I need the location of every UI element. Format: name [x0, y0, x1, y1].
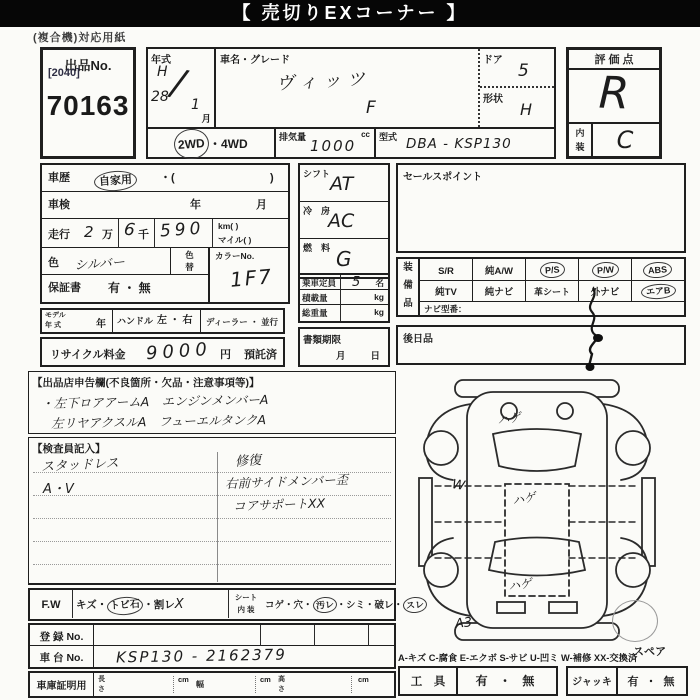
diagram-roof-mark: ハゲ: [510, 489, 538, 509]
equipment-aw: 純A/W: [485, 266, 513, 277]
seat-opt-yogore-circled: 汚レ: [312, 596, 337, 614]
vehicle-box: [146, 47, 556, 159]
shift-box: [298, 163, 390, 279]
shaken-label: 車検: [48, 199, 70, 211]
fw-options-cell: [76, 590, 228, 618]
equipment-airbag-circled: エアB: [640, 283, 675, 300]
shape-label: 形状: [483, 94, 503, 105]
sales-point-label: セールスポイント: [403, 172, 483, 183]
color-no-label: カラーNo.: [215, 251, 255, 261]
fw-opt-tobiishi-circled: トビ石: [107, 596, 144, 616]
seat-opt-1: コゲ・穴・: [265, 600, 313, 611]
equipment-abs-circled: ABS: [643, 261, 673, 279]
capacity-box: [298, 273, 390, 323]
shaken-month: 月: [256, 199, 267, 211]
rating-box: [566, 47, 662, 159]
registration-divider-1: [260, 625, 261, 646]
docs-day: 日: [370, 351, 380, 362]
year-era: H: [157, 64, 168, 80]
tools-label-cell: [400, 668, 458, 694]
paper-note: (複合機)対応用紙: [33, 32, 127, 44]
recycle-value: 9000: [145, 338, 213, 365]
ac-value: AC: [328, 210, 355, 232]
color-change-cell: [170, 248, 208, 275]
equipment-label-char-1: 装: [403, 262, 413, 273]
handle-options: 左 ・ 右: [157, 315, 193, 326]
weight-row: [300, 305, 388, 321]
shaken-year: 年: [190, 199, 201, 211]
drive-dot: ・: [208, 137, 221, 151]
fuel-value: G: [336, 247, 352, 271]
dealer-cell: [200, 310, 283, 332]
condition-row-box: [28, 588, 425, 621]
equipment-pw-circled: P/W: [591, 261, 619, 279]
history-label: 車歴: [48, 172, 70, 184]
condition-divider-1: [72, 590, 73, 618]
color-change-label-1: 色: [185, 250, 194, 260]
fuel-label: 燃 料: [303, 243, 331, 253]
lot-stamp: [2040]: [48, 67, 80, 79]
garage-height-unit: cm: [358, 675, 369, 684]
seller-declaration-box: [28, 371, 396, 434]
equipment-row-1: [420, 259, 684, 280]
banner: [0, 0, 700, 27]
jack-label: ジャッキ: [572, 677, 612, 688]
tools-label: 工 具: [410, 676, 446, 688]
left-details-box: [40, 163, 290, 304]
name-value: ヴィッツ: [275, 68, 372, 95]
shift-value: AT: [330, 173, 354, 195]
inspector-right-1: 修復: [234, 453, 262, 470]
garage-length-1: 長: [98, 676, 105, 683]
ink-scribble: [578, 286, 612, 372]
seat-label-2: 内 装: [237, 605, 255, 614]
mile-unit: マイル( ): [218, 235, 252, 245]
tools-options: 有 ・ 無: [475, 674, 539, 688]
capacity-row: [300, 275, 388, 290]
seller-note-line-2: 左リヤアクスルA フューエルタンクA: [50, 412, 267, 431]
drive-cell: [148, 129, 276, 157]
displacement-unit: cc: [361, 130, 370, 139]
shaken-row: [42, 192, 288, 219]
fw-label: F.W: [41, 599, 61, 611]
warranty-row: [42, 275, 208, 302]
garage-length-2: さ: [98, 686, 105, 693]
garage-height-field: [292, 676, 352, 693]
history-paren-close: ): [270, 172, 274, 184]
load-row: [300, 290, 388, 305]
handle-cell: [112, 310, 200, 332]
seat-opt-3: ・シミ・破レ・: [336, 600, 404, 611]
garage-length-field: [126, 676, 174, 693]
garage-height-2: さ: [278, 686, 285, 693]
ac-label: 冷 房: [303, 206, 331, 216]
jack-options-cell: [618, 668, 686, 694]
mileage-man: 2: [84, 223, 94, 241]
km-unit: km( ): [218, 221, 239, 231]
displacement-label: 排気量: [279, 132, 307, 142]
seat-options-cell: [265, 590, 425, 618]
diagram-hood-mark: ハゲ: [507, 576, 534, 594]
chassis-value: KSP130 - 2162379: [115, 645, 287, 667]
guide-line: [33, 564, 391, 565]
seller-declaration-header: 【出品店申告欄(不良箇所・欠品・注意事項等)】: [32, 377, 260, 389]
color-change-label-2: 替: [185, 262, 194, 272]
equipment-box: [396, 257, 686, 317]
recycle-label: リサイクル料金: [50, 349, 126, 361]
year-slash: /: [168, 62, 188, 105]
registration-divider-3: [368, 625, 369, 646]
equipment-sr: S/R: [438, 266, 454, 277]
month-suffix: 月: [201, 114, 211, 125]
navi-model-label: ナビ型番：: [424, 304, 467, 314]
history-private-circled: 自家用: [93, 170, 137, 193]
fw-label-cell: [30, 590, 72, 618]
lot-number: 70163: [46, 90, 130, 121]
name-cell: [216, 49, 478, 127]
model-code-cell: [376, 129, 554, 157]
shift-label: シフト: [303, 169, 331, 179]
tools-options-cell: [458, 668, 556, 694]
capacity-value: 5: [352, 275, 361, 290]
handle-label: ハンドル: [117, 316, 154, 326]
model-label-1: モデル: [45, 312, 66, 319]
garage-width-label: 幅: [196, 680, 204, 689]
interior-row: [569, 122, 659, 156]
inspector-right-2: 右前サイドメンバー歪: [224, 471, 349, 492]
garage-label-cell: [30, 673, 94, 696]
seat-opt-sure-circled: スレ: [403, 596, 428, 614]
door-label: ドア: [483, 55, 503, 66]
jack-options: 有 ・ 無: [627, 676, 677, 688]
weight-divider: [340, 305, 341, 321]
chassis-label-cell: [30, 646, 94, 667]
ac-row: [300, 202, 388, 239]
tools-box: [398, 666, 558, 696]
model-code-label: 型式: [379, 132, 398, 142]
drive-2wd-circled: 2WD: [173, 128, 210, 160]
registration-box: [28, 623, 396, 669]
garage-width-unit: cm: [260, 675, 271, 684]
interior-value: C: [616, 126, 634, 154]
door-shape-cell: [478, 49, 554, 127]
mileage-row: [42, 219, 288, 248]
load-label: 積載量: [302, 293, 328, 303]
rating-overall: R: [597, 67, 631, 120]
garage-height-label-cell: [278, 673, 292, 696]
equipment-navi: 純ナビ: [484, 287, 514, 298]
jack-box: [566, 666, 688, 696]
diagram-front-mark: A3: [454, 615, 473, 632]
color-label: 色: [48, 257, 59, 269]
inspector-left-1: スタッドレス: [40, 455, 120, 476]
history-row: [42, 165, 288, 192]
shape-cell: [480, 88, 554, 127]
equipment-tv: 純TV: [435, 287, 457, 298]
registration-divider-2: [314, 625, 315, 646]
registration-label-cell: [30, 625, 94, 646]
registration-label: 登 録 No.: [39, 631, 84, 643]
seat-label-1: シート: [234, 593, 258, 602]
warranty-options: 有 ・ 無: [108, 281, 151, 295]
color-value: シルバー: [73, 255, 126, 274]
mileage-label: 走行: [48, 229, 70, 241]
equipment-label-char-2: 備: [403, 280, 413, 291]
equipment-leather: 革シート: [533, 287, 570, 297]
mileage-divider-3: [212, 219, 213, 248]
docs-box: [298, 327, 390, 367]
recycle-box: [40, 337, 285, 367]
banner-title: 【 売切りEXコーナー 】: [232, 3, 468, 23]
interior-label-1: 内: [575, 128, 585, 138]
lot-label: 出品No.: [64, 58, 112, 73]
mileage-divider-2: [154, 219, 155, 248]
drive-4wd: 4WD: [221, 137, 248, 151]
equipment-extnavi: 外ナビ: [590, 287, 620, 298]
fw-opt-1: キズ・: [76, 599, 108, 611]
model-cell: [42, 310, 112, 332]
spare-tire-circle: [612, 600, 658, 642]
dealer-label: ディーラー ・ 並行: [205, 317, 279, 327]
color-no-value: 1F7: [229, 264, 274, 292]
diagram-left-mark: W: [450, 477, 466, 494]
chassis-row: [30, 646, 394, 667]
garage-length-label-cell: [98, 673, 126, 696]
garage-width-field: [208, 676, 256, 693]
capacity-divider: [340, 275, 341, 290]
rating-label: 評 価 点: [569, 50, 659, 70]
displacement-value: 1000: [310, 137, 357, 155]
color-no-cell: [208, 248, 288, 302]
registration-row: [30, 625, 394, 646]
jack-label-cell: [568, 668, 618, 694]
vehicle-bottom-row: [148, 127, 554, 157]
docs-month: 月: [336, 351, 346, 362]
later-items-label: 後日品: [403, 334, 433, 345]
model-label-2: 年 式: [45, 322, 61, 329]
year-month: 1: [191, 97, 200, 113]
garage-length-unit: cm: [178, 675, 189, 684]
interior-label-2: 装: [575, 142, 585, 152]
fuel-row: [300, 239, 388, 277]
model-row-box: [40, 308, 285, 334]
guide-line: [33, 541, 391, 542]
docs-label: 書類期限: [303, 335, 342, 346]
recycle-status: 預託済: [244, 349, 277, 361]
damage-legend: A-キズ C-腐食 E-エクボ S-サビ U-凹ミ W-補修 XX-交換済: [398, 653, 638, 663]
man-unit: 万: [102, 229, 113, 241]
capacity-unit: 名: [375, 278, 384, 288]
guide-line: [33, 495, 391, 496]
load-divider: [340, 290, 341, 305]
shape-value: H: [520, 100, 533, 119]
garage-label: 車庫証明用: [36, 681, 87, 692]
door-value: 5: [518, 61, 529, 81]
weight-label: 総重量: [302, 308, 328, 318]
door-cell: [480, 49, 554, 88]
spare-label: スペア: [633, 646, 666, 658]
equipment-row-2: [420, 280, 684, 301]
lot-number-box: [40, 47, 136, 159]
equipment-label-char-3: 品: [403, 298, 413, 309]
equipment-ps-circled: P/S: [539, 261, 565, 279]
capacity-label: 乗車定員: [302, 278, 337, 288]
recycle-unit: 円: [220, 349, 231, 361]
inspector-right-3: コアサポートXX: [232, 495, 326, 514]
grade-value: F: [366, 98, 376, 118]
inspector-left-2: A・V: [43, 482, 74, 497]
color-row: [42, 248, 208, 275]
name-label: 車名・グレード: [220, 55, 290, 66]
garage-height-1: 高: [278, 676, 285, 683]
year-cell: [148, 49, 216, 127]
navi-model-row: [420, 301, 684, 315]
guide-line: [33, 518, 391, 519]
warranty-label: 保証書: [48, 282, 81, 294]
model-year-suffix: 年: [96, 319, 106, 330]
load-unit: kg: [374, 292, 384, 302]
inspector-column-divider: [217, 452, 218, 582]
sen-unit: 千: [138, 229, 149, 241]
history-paren-open: ・(: [160, 172, 175, 184]
inspector-header: 【検査員記入】: [32, 443, 106, 455]
seller-note-line-1: ・左下ロアアームA エンジンメンバーA: [40, 392, 269, 411]
inspector-box: [28, 437, 396, 585]
diagram-rear-mark: ハゲ: [496, 410, 523, 428]
later-items-box: [396, 325, 686, 365]
equipment-label-cell: [398, 259, 420, 315]
fw-mark-x: X: [174, 597, 184, 612]
mileage-divider-1: [118, 219, 119, 248]
year-label: 年式: [151, 55, 171, 66]
seat-label-cell: [228, 590, 264, 618]
mileage-sen: 6: [122, 219, 137, 241]
fw-opt-3: ・割レ: [143, 599, 175, 611]
sales-point-box: [396, 163, 686, 253]
chassis-label: 車 台 No.: [39, 652, 84, 664]
year-num: 28: [151, 89, 169, 105]
interior-label-cell: [569, 124, 593, 156]
model-code-value: DBA - KSP130: [406, 136, 512, 152]
mileage-rest: 590: [159, 218, 206, 242]
displacement-cell: [276, 129, 376, 157]
shift-row: [300, 165, 388, 202]
garage-box: [28, 671, 396, 698]
weight-unit: kg: [374, 307, 384, 317]
